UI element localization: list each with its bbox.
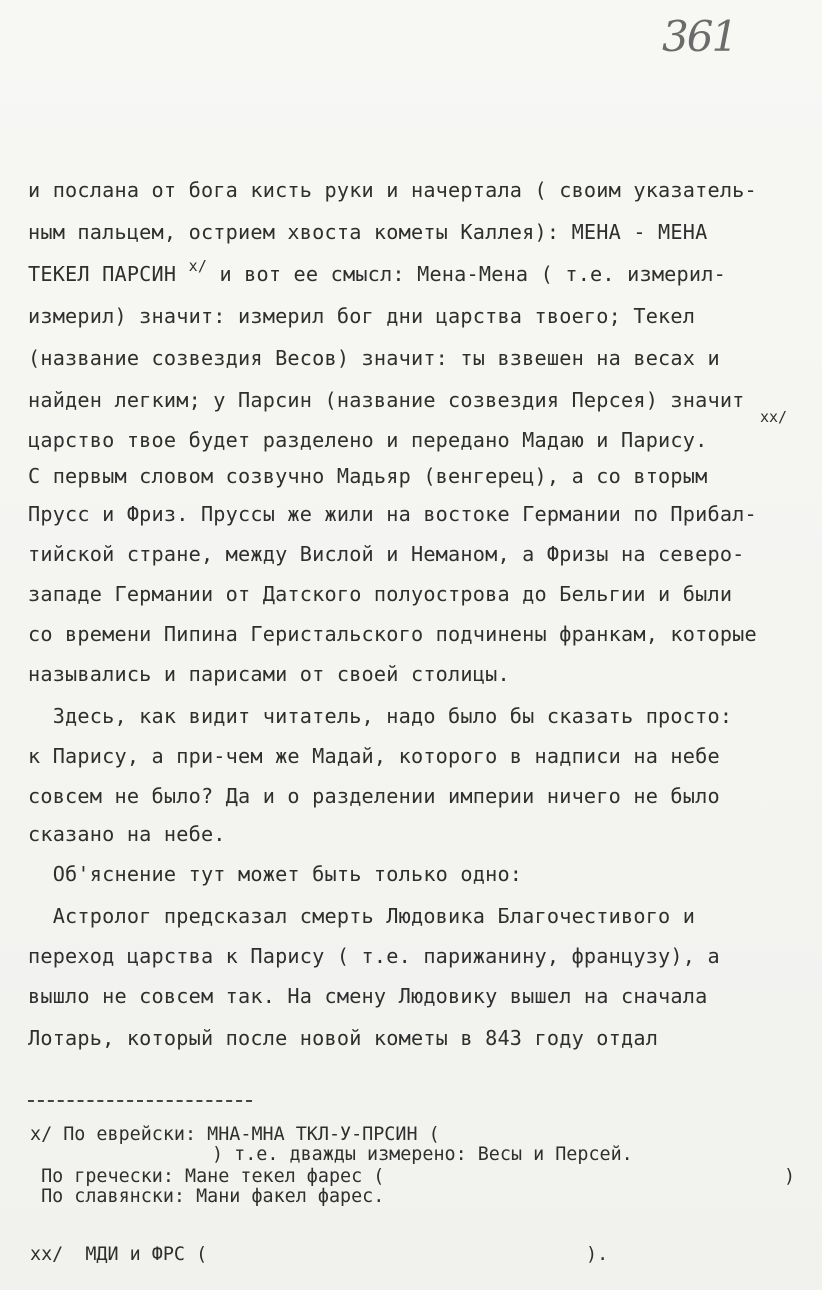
body-line: вышло не совсем так. На смену Людовику вышел на сначала bbox=[28, 984, 708, 1008]
body-line: С первым словом созвучно Мадьяр (венгерец), а со вторым bbox=[28, 464, 708, 488]
body-line: тийской стране, между Вислой и Неманом, а Фризы на северо- bbox=[28, 542, 745, 566]
footnote-mark-xx: xx/ bbox=[760, 408, 788, 426]
footnote-divider bbox=[28, 1100, 252, 1102]
body-line: измерил) значит: измерил бог дни царства твоего; Текел bbox=[28, 304, 696, 328]
body-line: и послана от бога кисть руки и начертала ( своим указатель- bbox=[28, 178, 757, 202]
footnote-line: x/ По еврейски: МНА-МНА ТКЛ-У-ПРСИН ( bbox=[30, 1124, 440, 1145]
body-line: переход царства к Парису ( т.е. парижанину, французу), а bbox=[28, 944, 720, 968]
body-line: назывались и парисами от своей столицы. bbox=[28, 662, 510, 686]
footnote-line: ). bbox=[586, 1244, 609, 1265]
page-number: 361 bbox=[662, 12, 737, 61]
footnote-line: xx/ МДИ и ФРС ( bbox=[30, 1244, 208, 1265]
body-line: к Парису, а при-чем же Мадай, которого в надписи на небе bbox=[28, 744, 720, 768]
body-line: царство твое будет разделено и передано Мадаю и Парису. bbox=[28, 428, 708, 452]
body-line: совсем не было? Да и о разделении империи ничего не было bbox=[28, 784, 720, 808]
body-line: сказано на небе. bbox=[28, 822, 226, 846]
body-line: Астролог предсказал смерть Людовика Благочестивого и bbox=[28, 904, 696, 928]
footnote-line: По гречески: Мане текел фарес ( bbox=[30, 1166, 385, 1187]
body-line: (название созвездия Весов) значит: ты взвешен на весах и bbox=[28, 346, 720, 370]
footnote-line: ) т.е. дважды измерено: Весы и Персей. bbox=[212, 1144, 633, 1165]
footnote-paren: ) bbox=[784, 1166, 796, 1187]
body-line bbox=[28, 257, 726, 286]
body-line: со времени Пипина Геристальского подчинены франкам, которые bbox=[28, 622, 757, 646]
footnote-line: По славянски: Мани факел фарес. bbox=[30, 1186, 385, 1207]
body-line: ным пальцем, острием хвоста кометы Каллея): МЕНА - МЕНА bbox=[28, 220, 708, 244]
body-line: Прусс и Фриз. Пруссы же жили на востоке Германии по Прибал- bbox=[28, 502, 757, 526]
body-line: найден легким; у Парсин (название созвездия Персея) значит bbox=[28, 388, 745, 412]
body-text: и вот ее смысл: Мена-Мена ( т.е. измерил- bbox=[219, 262, 726, 286]
body-line: Лотарь, который после новой кометы в 843 году отдал bbox=[28, 1026, 659, 1050]
footnote-mark-x: x/ bbox=[188, 257, 208, 275]
body-text: ТЕКЕЛ ПАРСИН bbox=[28, 262, 177, 286]
body-line: Здесь, как видит читатель, надо было бы сказать просто: bbox=[28, 704, 733, 728]
body-line: Об'яснение тут может быть только одно: bbox=[28, 862, 523, 886]
body-line: западе Германии от Датского полуострова до Бельгии и были bbox=[28, 582, 733, 606]
